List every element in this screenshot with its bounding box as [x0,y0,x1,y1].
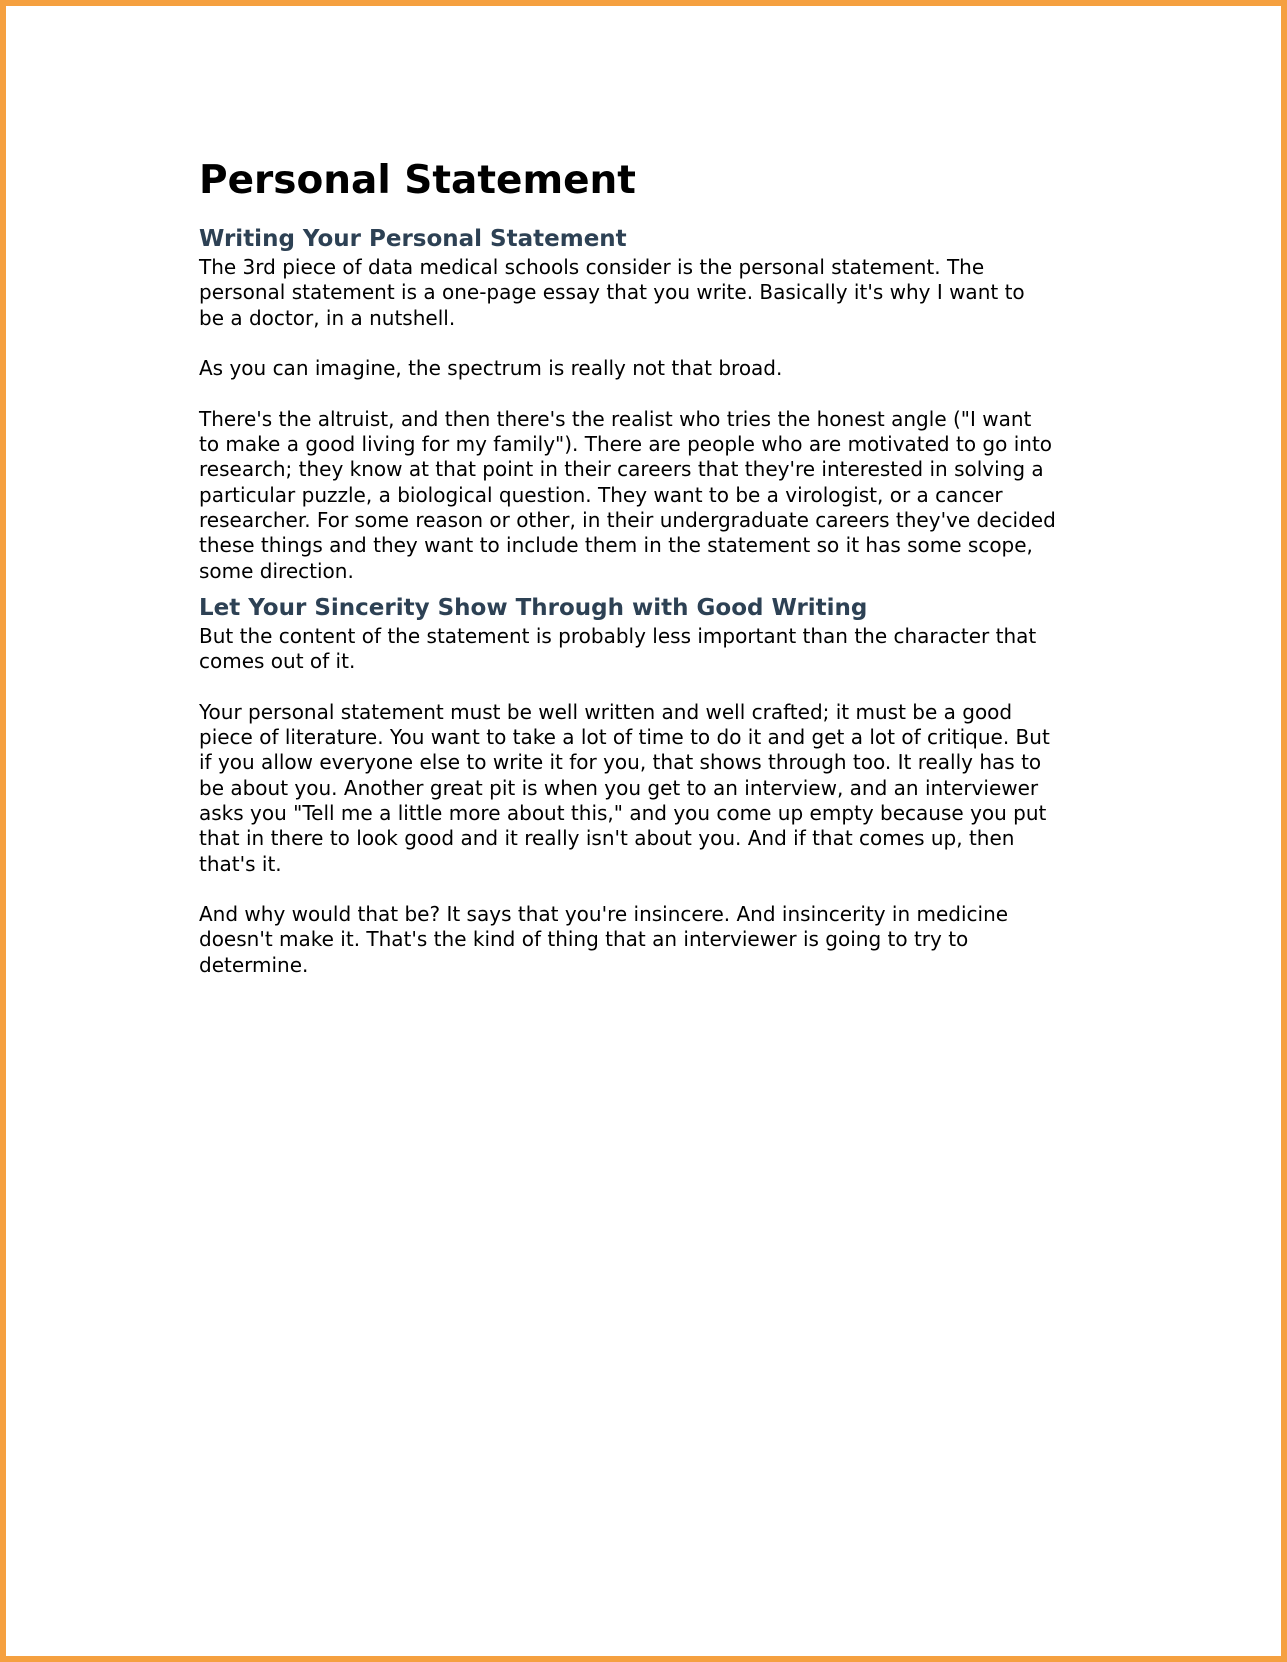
paragraph: There's the altruist, and then there's the realist who tries the honest angle ("I want to make a good living for my family"). There are people who are motivated to go into research; they know at that point in their careers that they're interested in solving a particular puzzle, a biological question. They want to be a virologist, or a cancer researcher. For some reason or other, in their undergraduate careers they've decided these things and they want to include them in the statement so it has some scope, some direction. [199,406,1056,583]
paragraph: And why would that be? It says that you're insincere. And insincerity in medicine doesn't make it. That's the kind of thing that an interviewer is going to try to determine. [199,902,1009,977]
document-body [199,156,1119,978]
section-let-your-sincerity-show-through [199,592,1119,978]
paragraph: But the content of the statement is probably less important than the character that comes out of it. [199,623,1037,674]
paragraph: As you can imagine, the spectrum is really not that broad. [199,356,783,381]
section-writing-your-personal-statement [199,223,1119,584]
paragraph: Your personal statement must be well written and well crafted; it must be a good piece of literature. You want to take a lot of time to do it and get a lot of critique. But if you allow everyone else to write it for you, that shows through too. It really has to be about you. Another great pit is when you get to an interview, and an interviewer asks you "Tell me a little more about this," and you come up empty because you put that in there to look good and it really isn't about you. And if that comes up, then that's it. [199,699,1050,876]
paragraph: The 3rd piece of data medical schools consider is the personal statement. The personal statement is a one-page essay that you write. Basically it's why I want to be a doctor, in a nutshell. [199,255,1025,330]
section-heading: Writing Your Personal Statement [199,226,627,252]
page-title: Personal Statement [199,158,636,203]
section-heading: Let Your Sincerity Show Through with Good Writing [199,594,868,621]
